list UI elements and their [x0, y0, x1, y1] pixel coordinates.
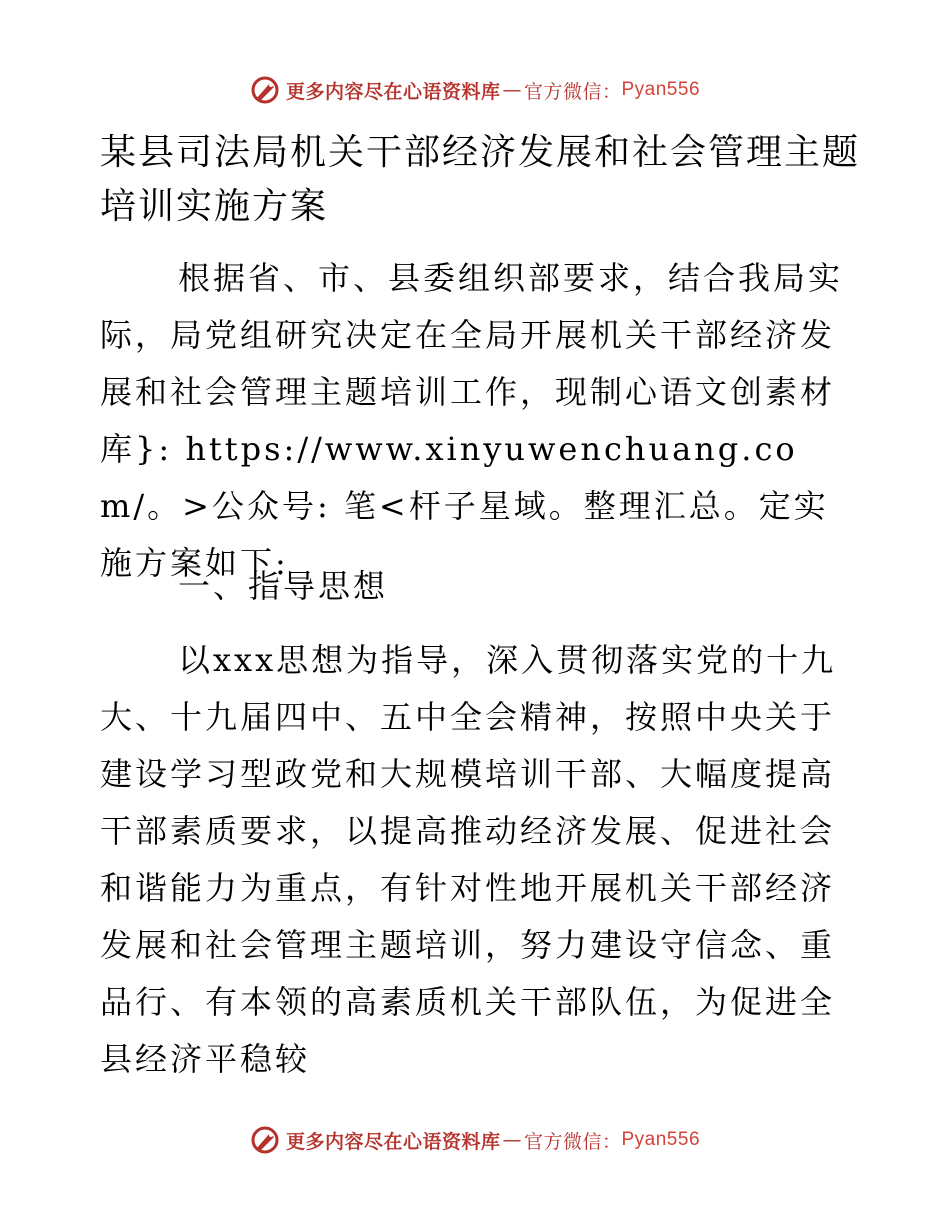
- document-title: 某县司法局机关干部经济发展和社会管理主题培训实施方案: [100, 132, 861, 227]
- watermark-dash: —: [502, 79, 522, 101]
- guiding-ideology-paragraph: 以xxx思想为指导，深入贯彻落实党的十九大、十九届四中、五中全会精神，按照中央关于建设学习型政党和大规模培训干部、大幅度提高干部素质要求，以提高推动经济发展、促进社会和谐能力为重点，有针对性地开展机关干部经济发展和社会管理主题培训，努力建设守信念、重品行、有本领的高素质机关干部队伍，为促进全县经济平稳较: [100, 641, 837, 1078]
- intro-paragraph: 根据省、市、县委组织部要求，结合我局实际，局党组研究决定在全局开展机关干部经济发展和社会管理主题培训工作，现制心语文创素材库}: https://www.xinyuwenchuang.com/。>公众号: 笔<杆子星域。整理汇总。定实施方案如下:: [100, 259, 844, 582]
- section-heading-guiding-ideology: 一、指导思想: [178, 567, 389, 605]
- watermark-wechat-id: Pyan556: [621, 79, 701, 100]
- watermark-dash: —: [502, 1129, 522, 1151]
- watermark-brand: 更多内容尽在心语资料库: [285, 80, 501, 103]
- watermark-brand: 更多内容尽在心语资料库: [285, 1130, 501, 1153]
- watermark-official-label: 官方微信：: [523, 1130, 622, 1153]
- pen-nib-logo-icon: [250, 75, 280, 105]
- pen-nib-logo-icon: [250, 1125, 280, 1155]
- header-watermark: [0, 70, 950, 110]
- footer-watermark: [0, 1120, 950, 1160]
- watermark-official-label: 官方微信：: [523, 80, 622, 103]
- watermark-wechat-id: Pyan556: [621, 1129, 701, 1150]
